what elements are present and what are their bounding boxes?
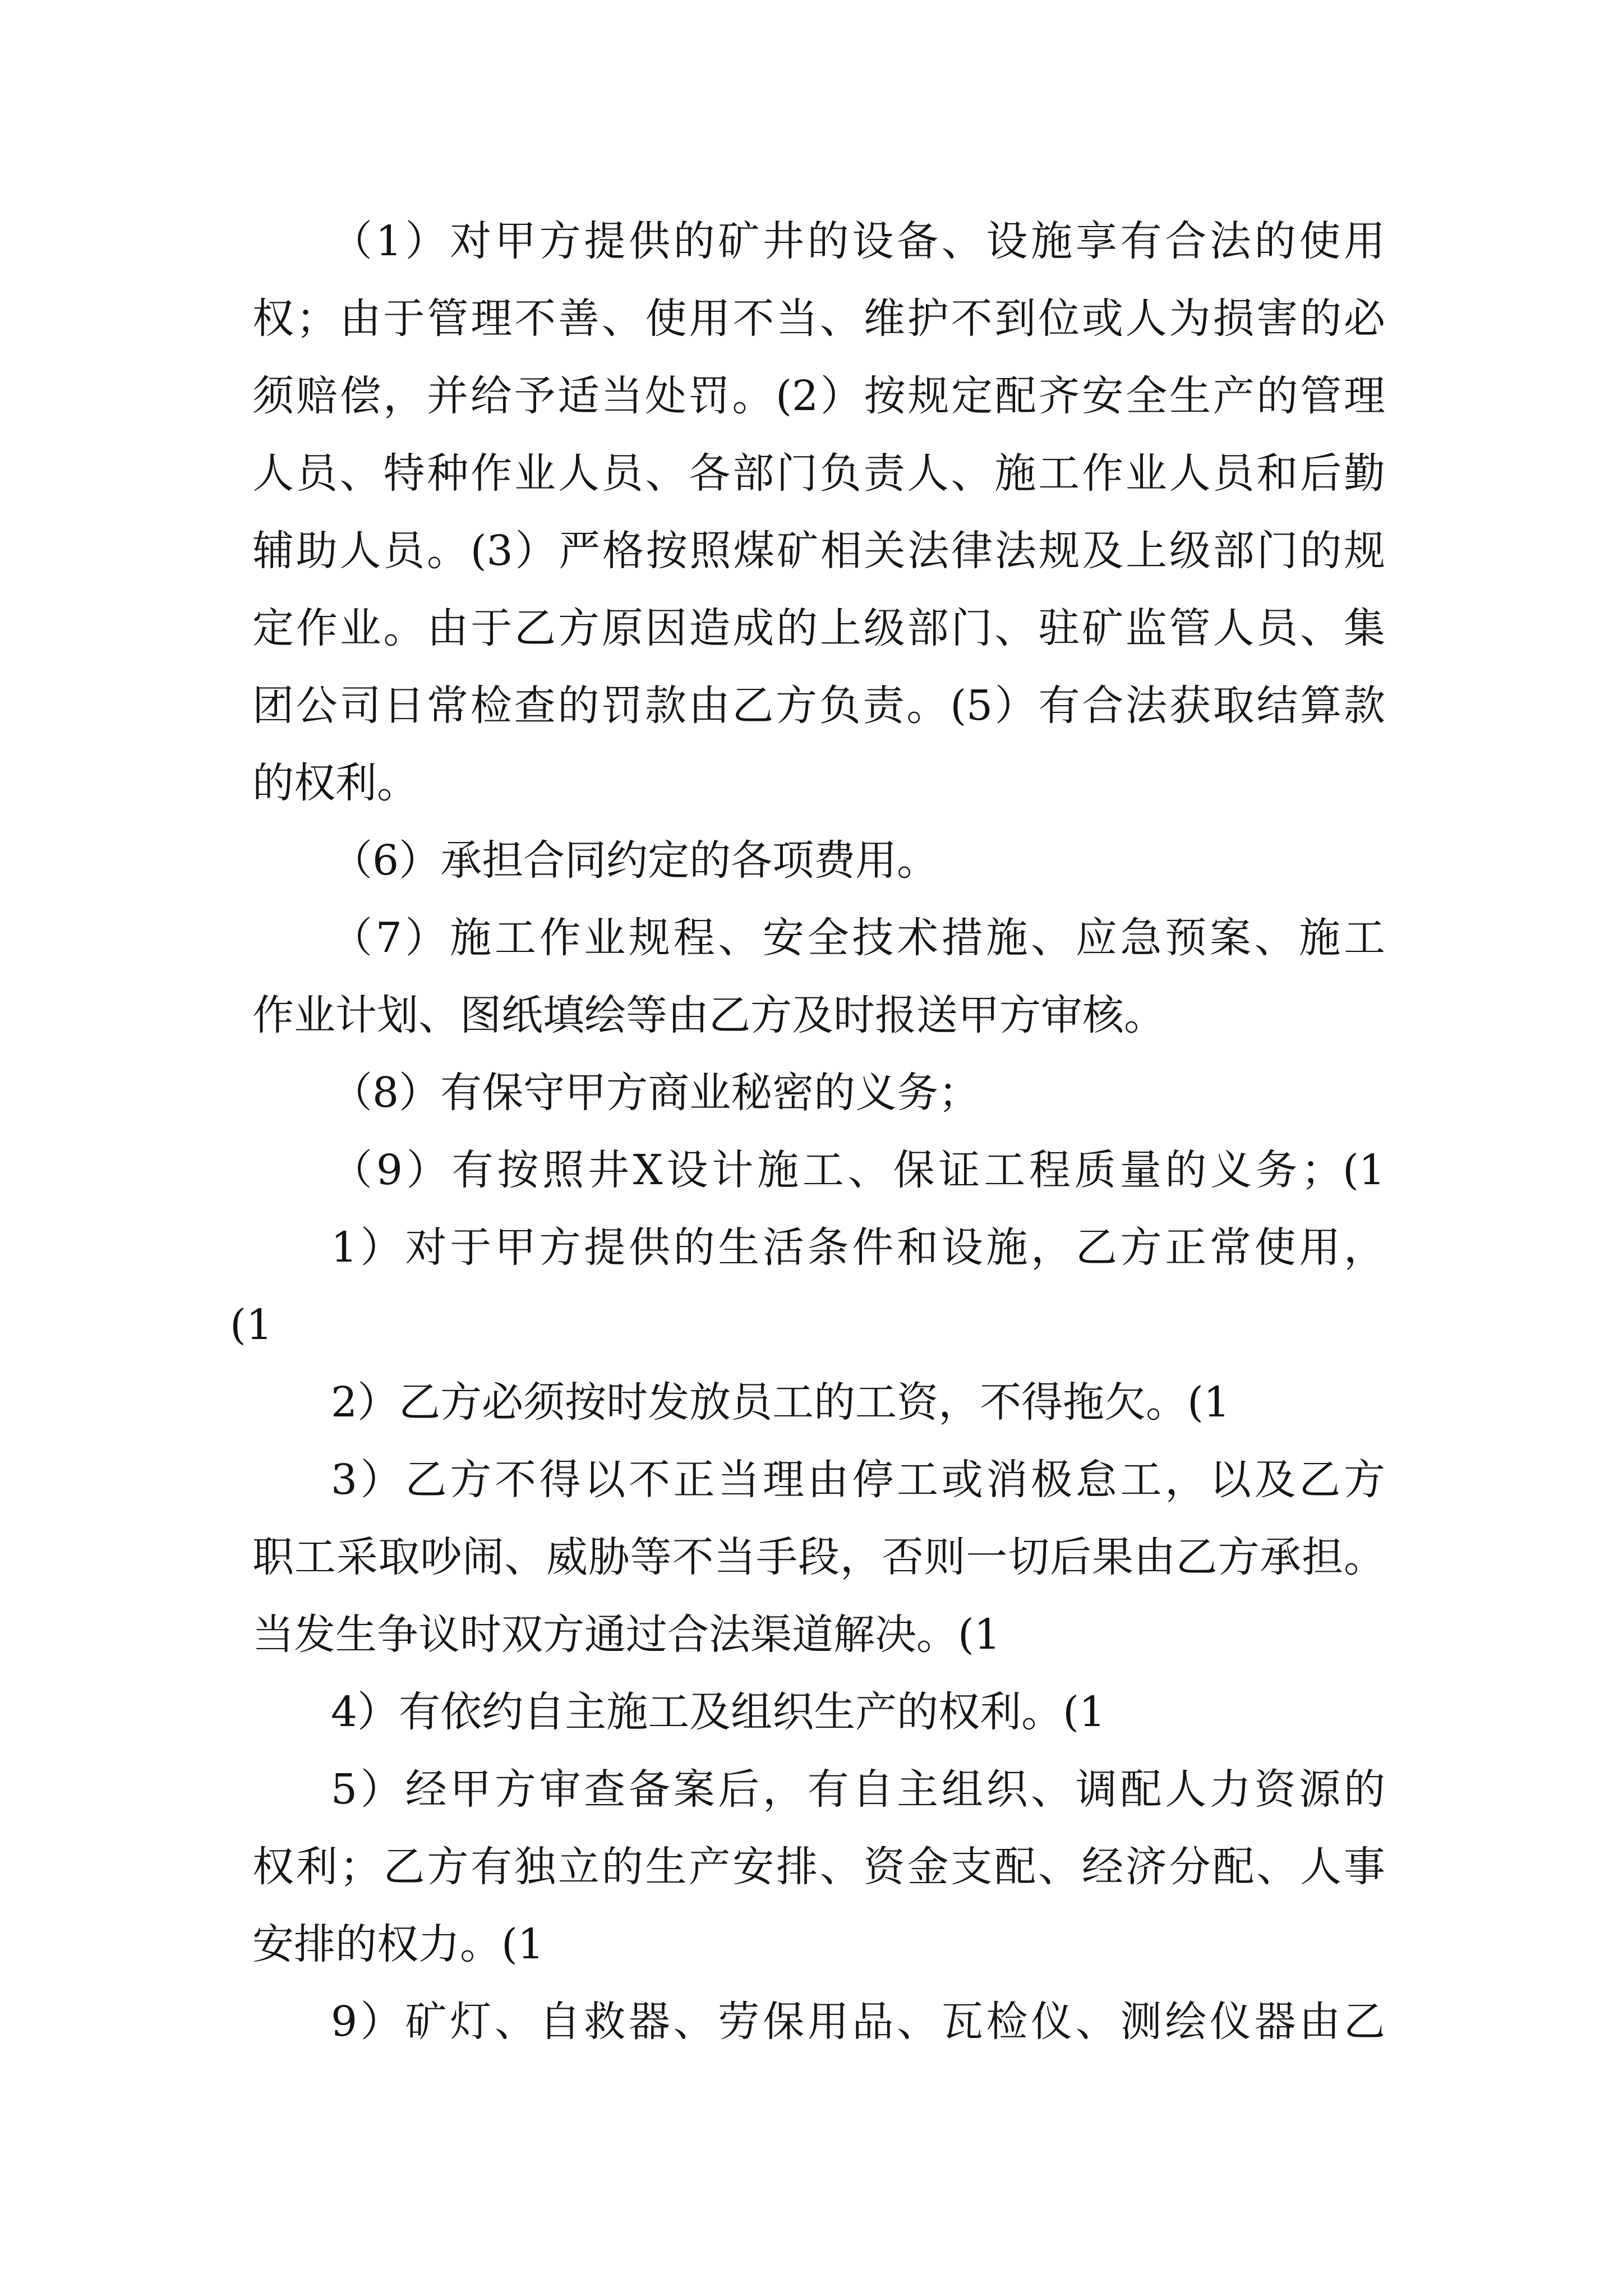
text-line: (1 bbox=[230, 1301, 273, 1349]
text-line: 的权利。 bbox=[252, 759, 418, 807]
text-line: （7）施工作业规程、安全技术措施、应急预案、施工 bbox=[331, 914, 1385, 962]
text-line: 1）对于甲方提供的生活条件和设施，乙方正常使用， bbox=[331, 1223, 1385, 1272]
text-line: 人员、特种作业人员、各部门负责人、施工作业人员和后勤 bbox=[252, 449, 1385, 498]
text-line: 4）有依约自主施工及组织生产的权利。(1 bbox=[331, 1688, 1106, 1736]
text-line: 权；由于管理不善、使用不当、维护不到位或人为损害的必 bbox=[252, 295, 1385, 343]
text-line: 3）乙方不得以不正当理由停工或消极怠工，以及乙方 bbox=[331, 1456, 1385, 1504]
text-line: 5）经甲方审查备案后，有自主组织、调配人力资源的 bbox=[331, 1765, 1385, 1814]
text-line: 作业计划、图纸填绘等由乙方及时报送甲方审核。 bbox=[252, 991, 1165, 1039]
text-line: （9）有按照井X设计施工、保证工程质量的义务；(1 bbox=[331, 1146, 1385, 1194]
text-line: 权利；乙方有独立的生产安排、资金支配、经济分配、人事 bbox=[252, 1843, 1385, 1891]
text-line: 2）乙方必须按时发放员工的工资，不得拖欠。(1 bbox=[331, 1378, 1230, 1427]
text-line: 安排的权力。(1 bbox=[252, 1920, 544, 1968]
text-line: （6）承担合同约定的各项费用。 bbox=[331, 836, 939, 885]
text-line: 团公司日常检查的罚款由乙方负责。(5）有合法获取结算款 bbox=[252, 682, 1385, 730]
text-line: 职工采取吵闹、威胁等不当手段，否则一切后果由乙方承担。 bbox=[252, 1533, 1385, 1581]
text-line: （8）有保守甲方商业秘密的义务； bbox=[331, 1069, 980, 1117]
text-line: 9）矿灯、自救器、劳保用品、瓦检仪、测绘仪器由乙 bbox=[331, 1998, 1385, 2046]
text-line: 须赔偿，并给予适当处罚。(2）按规定配齐安全生产的管理 bbox=[252, 372, 1385, 420]
text-line: 辅助人员。(3）严格按照煤矿相关法律法规及上级部门的规 bbox=[252, 527, 1385, 575]
text-line: 当发生争议时双方通过合法渠道解决。(1 bbox=[252, 1611, 1000, 1659]
text-line: （1）对甲方提供的矿井的设备、设施享有合法的使用 bbox=[331, 217, 1385, 265]
text-line: 定作业。由于乙方原因造成的上级部门、驻矿监管人员、集 bbox=[252, 604, 1385, 652]
